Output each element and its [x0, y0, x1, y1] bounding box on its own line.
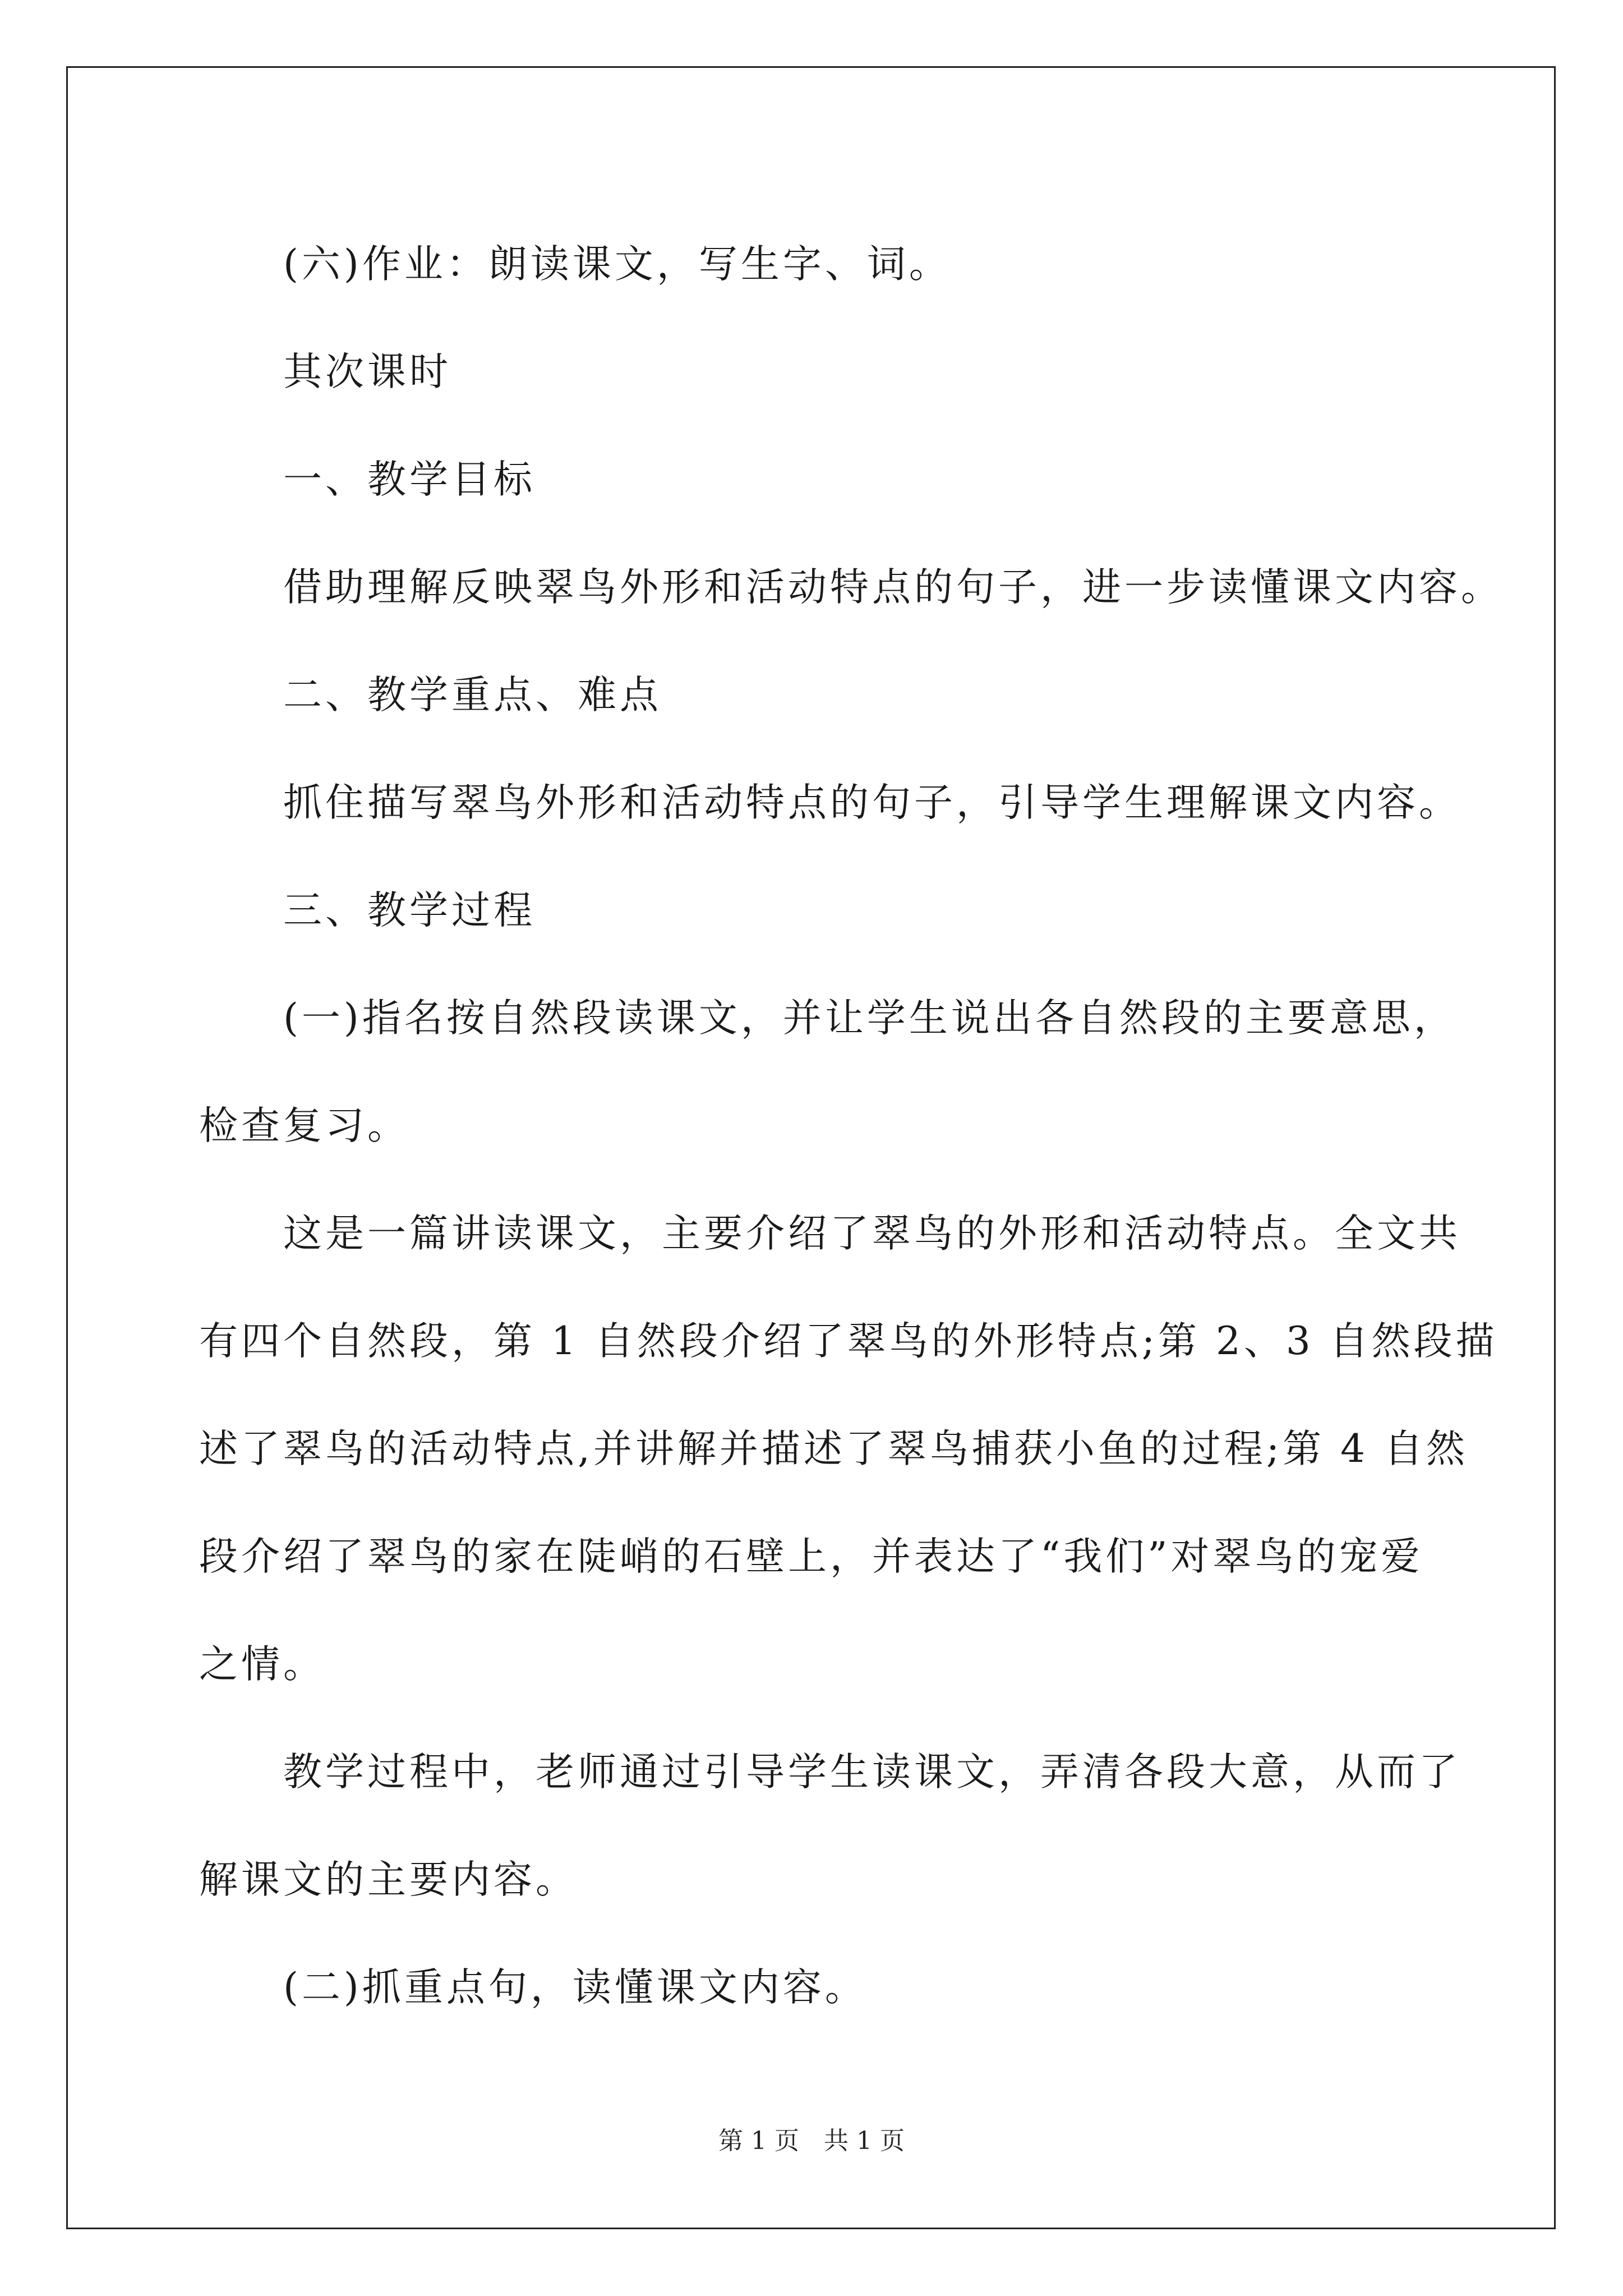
page-number-footer: 第 1 页 共 1 页 [718, 2127, 905, 2155]
process-step-1-line-2: 检查复习。 [199, 1103, 409, 1148]
section-heading-process: 三、教学过程 [283, 888, 536, 933]
summary-line-4: 段介绍了翠鸟的家在陡峭的石壁上，并表达了“我们”对翠鸟的宠爱 [199, 1534, 1423, 1579]
section-heading-key-points: 二、教学重点、难点 [283, 673, 662, 717]
document-body [199, 210, 1503, 2041]
teaching-note-line-1: 教学过程中，老师通过引导学生读课文，弄清各段大意，从而了 [283, 1750, 1461, 1795]
process-step-2: (二)抓重点句，读懂课文内容。 [283, 1965, 867, 2010]
summary-line-3: 述了翠鸟的活动特点,并讲解并描述了翠鸟捕获小鱼的过程;第 4 自然 [199, 1427, 1468, 1471]
homework-line: (六)作业：朗读课文，写生字、词。 [283, 242, 951, 287]
section-heading-objectives: 一、教学目标 [283, 457, 536, 502]
summary-line-5: 之情。 [199, 1642, 325, 1687]
key-points-text: 抓住描写翠鸟外形和活动特点的句子，引导学生理解课文内容。 [283, 780, 1461, 825]
summary-line-2: 有四个自然段，第 1 自然段介绍了翠鸟的外形特点;第 2、3 自然段描 [199, 1319, 1498, 1364]
summary-line-1: 这是一篇讲读课文，主要介绍了翠鸟的外形和活动特点。全文共 [283, 1211, 1461, 1256]
second-lesson-heading: 其次课时 [283, 349, 451, 394]
objective-text: 借助理解反映翠鸟外形和活动特点的句子，进一步读懂课文内容。 [283, 565, 1503, 610]
process-step-1-line-1: (一)指名按自然段读课文，并让学生说出各自然段的主要意思， [283, 996, 1456, 1041]
teaching-note-line-2: 解课文的主要内容。 [199, 1857, 578, 1902]
